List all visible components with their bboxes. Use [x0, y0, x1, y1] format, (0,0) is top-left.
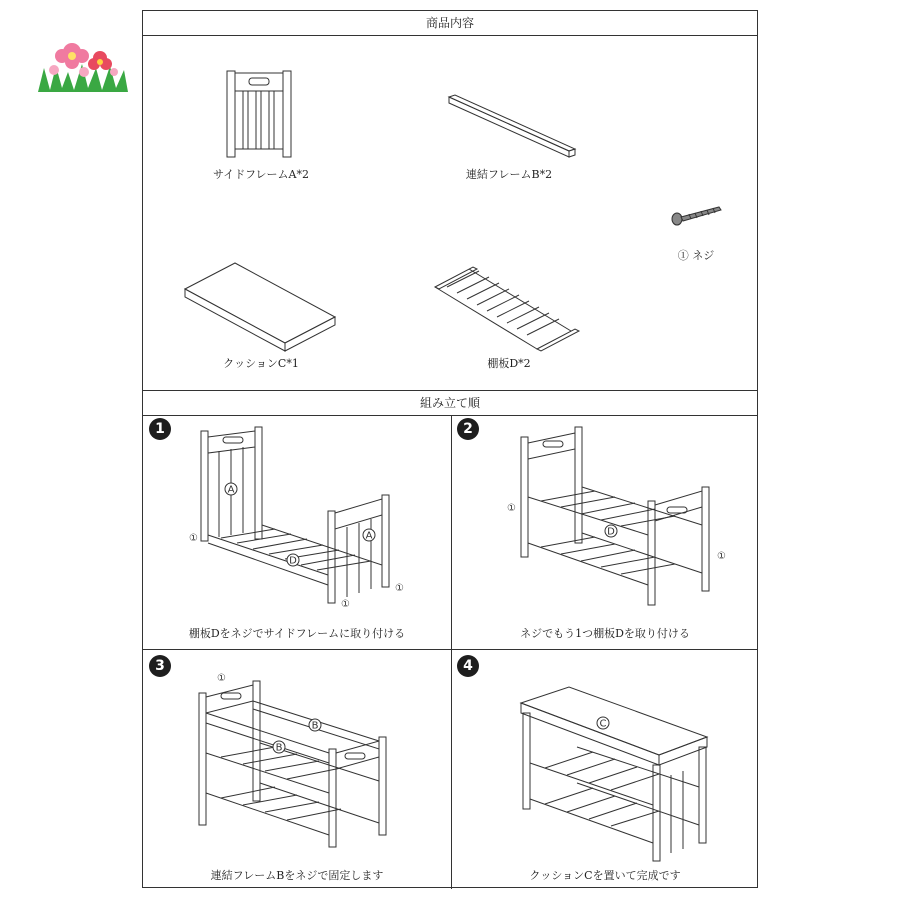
screw-label: ① ネジ	[677, 249, 715, 262]
step-3-callout-b-back: B	[311, 720, 319, 732]
step-3-badge: 3	[149, 655, 171, 677]
step-1-screw-callout-2: ①	[395, 583, 404, 594]
assembly-header: 組み立て順	[143, 390, 757, 416]
step-1-callout-a-left: A	[227, 484, 235, 496]
step-4-illustration	[517, 683, 717, 863]
side-frame-a-illustration	[225, 69, 295, 159]
grid-divider-horizontal	[143, 649, 757, 650]
shelf-d-illustration	[433, 265, 583, 353]
step-1-screw-callout-3: ①	[341, 599, 350, 610]
step-1-illustration	[183, 425, 413, 610]
contents-header: 商品内容	[143, 11, 757, 36]
grid-divider-vertical	[451, 415, 452, 889]
connecting-frame-b-label: 連結フレームB*2	[465, 168, 553, 181]
step-3-caption: 連結フレームBをネジで固定します	[210, 869, 384, 882]
step-2-caption: ネジでもう1つ棚板Dを取り付ける	[520, 627, 690, 640]
step-3-callout-b-front: B	[275, 742, 283, 754]
flower-logo	[38, 38, 128, 94]
step-4-caption: クッションCを置いて完成です	[529, 869, 681, 882]
step-1-callout-a-right: A	[365, 530, 373, 542]
step-3-illustration	[193, 663, 403, 849]
step-2-screw-callout-2: ①	[717, 551, 726, 562]
step-1-caption: 棚板Dをネジでサイドフレームに取り付ける	[188, 627, 406, 640]
cushion-c-illustration	[183, 259, 337, 351]
step-4-badge: 4	[457, 655, 479, 677]
side-frame-a-label: サイドフレームA*2	[213, 168, 309, 181]
step-2-badge: 2	[457, 418, 479, 440]
step-1-badge: 1	[149, 418, 171, 440]
instruction-sheet	[142, 10, 758, 888]
step-4-callout-c: C	[599, 718, 607, 730]
step-2-illustration	[503, 425, 733, 605]
cushion-c-label: クッションC*1	[223, 357, 299, 370]
step-3-screw-callout: ①	[217, 673, 226, 684]
connecting-frame-b-illustration	[447, 95, 577, 161]
step-1-screw-callout-1: ①	[189, 533, 198, 544]
shelf-d-label: 棚板D*2	[487, 357, 531, 370]
step-1-callout-d: D	[289, 555, 297, 567]
screw-illustration	[671, 201, 723, 227]
step-2-callout-d: D	[607, 526, 615, 538]
step-2-screw-callout-1: ①	[507, 503, 516, 514]
